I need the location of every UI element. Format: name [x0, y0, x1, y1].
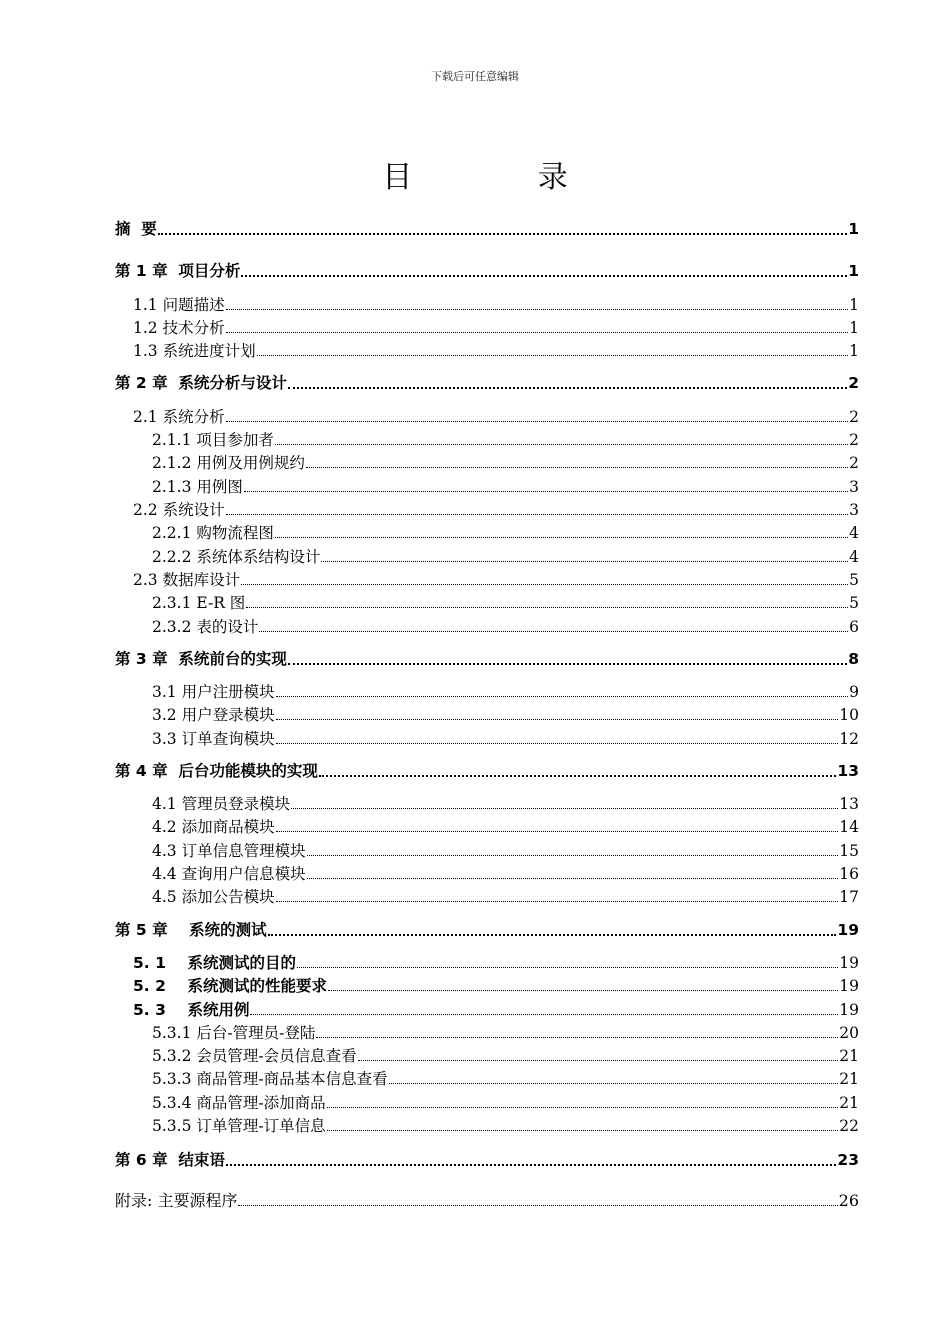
toc-entry-title: 2.2.1 购物流程图 — [152, 524, 274, 542]
toc-entry[interactable] — [152, 816, 859, 838]
toc-page-number: 8 — [848, 650, 859, 668]
toc-entry[interactable] — [152, 1115, 859, 1137]
toc-page-number: 19 — [837, 921, 859, 939]
toc-entry[interactable] — [133, 975, 859, 997]
toc-entry-title: 1.2 技术分析 — [133, 319, 225, 337]
toc-entry[interactable] — [133, 340, 859, 362]
toc-entry-title: 4.2 添加商品模块 — [152, 818, 275, 836]
toc-page-number: 21 — [839, 1070, 859, 1088]
toc-page-number: 12 — [839, 730, 859, 748]
toc-page-number: 4 — [849, 524, 859, 542]
toc-entry-title: 5. 2 系统测试的性能要求 — [133, 977, 327, 995]
toc-dot-leader — [276, 816, 839, 832]
toc-dot-leader — [321, 546, 848, 562]
toc-page-number: 5 — [849, 594, 859, 612]
toc-entry[interactable] — [115, 1190, 859, 1212]
toc-entry[interactable] — [152, 793, 859, 815]
toc-page-number: 15 — [839, 842, 859, 860]
toc-entry-title: 2.3.1 E-R 图 — [152, 594, 246, 612]
toc-page-number: 21 — [839, 1094, 859, 1112]
toc-entry-title: 2.1.2 用例及用例规约 — [152, 454, 305, 472]
toc-entry[interactable] — [133, 999, 859, 1021]
toc-entry-title: 3.2 用户登录模块 — [152, 706, 275, 724]
toc-entry-title: 5.3.4 商品管理-添加商品 — [152, 1094, 326, 1112]
toc-dot-leader — [276, 886, 839, 902]
toc-entry-title: 2.3 数据库设计 — [133, 571, 241, 589]
toc-entry[interactable] — [133, 317, 859, 339]
toc-page-number: 22 — [839, 1117, 859, 1135]
toc-entry[interactable] — [115, 1149, 859, 1171]
toc-entry[interactable] — [133, 952, 859, 974]
toc-entry-title: 3.3 订单查询模块 — [152, 730, 275, 748]
toc-dot-leader — [241, 260, 847, 277]
toc-entry[interactable] — [152, 728, 859, 750]
toc-entry-title: 2.2 系统设计 — [133, 501, 225, 519]
toc-entry[interactable] — [152, 840, 859, 862]
toc-entry[interactable] — [152, 476, 859, 498]
toc-entry-title: 第 4 章 后台功能模块的实现 — [115, 762, 318, 780]
toc-dot-leader — [389, 1068, 839, 1084]
toc-page-number: 2 — [849, 408, 859, 426]
toc-entry[interactable] — [152, 429, 859, 451]
toc-entry[interactable] — [115, 919, 859, 941]
toc-entry[interactable] — [115, 760, 859, 782]
toc-page-number: 2 — [848, 374, 859, 392]
toc-page-number: 2 — [849, 431, 859, 449]
toc-entry-title: 5.3.2 会员管理-会员信息查看 — [152, 1047, 357, 1065]
toc-entry[interactable] — [133, 569, 859, 591]
toc-dot-leader — [275, 429, 848, 445]
toc-dot-leader — [276, 704, 839, 720]
toc-dot-leader — [226, 1149, 837, 1166]
toc-dot-leader — [288, 648, 847, 665]
toc-dot-leader — [288, 372, 847, 389]
toc-entry-title: 第 2 章 系统分析与设计 — [115, 374, 287, 392]
toc-page-number: 14 — [839, 818, 859, 836]
toc-page-number: 5 — [849, 571, 859, 589]
toc-entry-title: 2.1 系统分析 — [133, 408, 225, 426]
toc-page-number: 1 — [848, 220, 859, 238]
toc-entry[interactable] — [152, 616, 859, 638]
toc-entry-title: 第 5 章 系统的测试 — [115, 921, 267, 939]
toc-entry-title: 3.1 用户注册模块 — [152, 683, 275, 701]
toc-page-number: 6 — [849, 618, 859, 636]
toc-dot-leader — [328, 975, 838, 991]
toc-entry[interactable] — [152, 546, 859, 568]
toc-entry-title: 4.4 查询用户信息模块 — [152, 865, 306, 883]
toc-page-number: 4 — [849, 548, 859, 566]
toc-entry-title: 5.3.1 后台-管理员-登陆 — [152, 1024, 316, 1042]
toc-entry[interactable] — [152, 1022, 859, 1044]
toc-dot-leader — [226, 406, 849, 422]
toc-page-number: 3 — [849, 501, 859, 519]
toc-entry[interactable] — [152, 863, 859, 885]
page-header: 下载后可任意编辑 — [431, 70, 519, 83]
toc-entry[interactable] — [133, 499, 859, 521]
toc-page-number: 1 — [848, 262, 859, 280]
toc-entry[interactable] — [115, 372, 859, 394]
toc-dot-leader — [275, 522, 848, 538]
page-title: 目 录 — [382, 160, 626, 195]
toc-dot-leader — [327, 1092, 839, 1108]
toc-page-number: 20 — [839, 1024, 859, 1042]
toc-dot-leader — [307, 840, 839, 856]
toc-page-number: 19 — [839, 977, 859, 995]
toc-dot-leader — [291, 793, 838, 809]
toc-entry[interactable] — [152, 886, 859, 908]
toc-entry-title: 2.1.3 用例图 — [152, 478, 243, 496]
toc-dot-leader — [238, 1190, 837, 1206]
toc-dot-leader — [327, 1115, 839, 1131]
toc-dot-leader — [358, 1045, 839, 1061]
toc-dot-leader — [226, 317, 849, 333]
toc-dot-leader — [306, 452, 848, 468]
toc-entry-title: 附录: 主要源程序 — [115, 1191, 238, 1210]
toc-page-number: 1 — [849, 296, 859, 314]
toc-entry[interactable] — [152, 1068, 859, 1090]
toc-entry[interactable] — [152, 522, 859, 544]
toc-page-number: 1 — [849, 342, 859, 360]
toc-dot-leader — [246, 592, 848, 608]
toc-page-number: 13 — [837, 762, 859, 780]
toc-entry-title: 第 3 章 系统前台的实现 — [115, 650, 287, 668]
toc-dot-leader — [244, 476, 848, 492]
toc-dot-leader — [319, 760, 837, 777]
toc-entry[interactable] — [152, 592, 859, 614]
toc-entry-title: 5. 1 系统测试的目的 — [133, 954, 296, 972]
toc-page-number: 21 — [839, 1047, 859, 1065]
toc-page-number: 9 — [849, 683, 859, 701]
toc-page-number: 26 — [838, 1191, 859, 1210]
toc-entry-title: 4.1 管理员登录模块 — [152, 795, 291, 813]
toc-entry-title: 摘 要 — [115, 220, 157, 238]
toc-entry-title: 4.5 添加公告模块 — [152, 888, 275, 906]
toc-entry-title: 4.3 订单信息管理模块 — [152, 842, 306, 860]
toc-page-number: 10 — [839, 706, 859, 724]
toc-dot-leader — [316, 1022, 838, 1038]
toc-dot-leader — [259, 616, 848, 632]
toc-dot-leader — [158, 218, 847, 235]
toc-dot-leader — [297, 952, 838, 968]
toc-entry[interactable] — [152, 1092, 859, 1114]
toc-entry[interactable] — [133, 406, 859, 428]
toc-page-number: 19 — [839, 954, 859, 972]
toc-dot-leader — [257, 340, 849, 356]
toc-dot-leader — [268, 919, 837, 936]
toc-entry-title: 第 6 章 结束语 — [115, 1151, 225, 1169]
toc-entry-title: 1.3 系统进度计划 — [133, 342, 256, 360]
toc-entry-title: 2.3.2 表的设计 — [152, 618, 259, 636]
toc-dot-leader — [241, 569, 848, 585]
table-of-contents — [115, 0, 861, 1344]
toc-entry[interactable] — [152, 452, 859, 474]
toc-page-number: 2 — [849, 454, 859, 472]
toc-dot-leader — [276, 728, 839, 744]
toc-entry-title: 5. 3 系统用例 — [133, 1001, 250, 1019]
toc-entry[interactable] — [115, 648, 859, 670]
toc-page-number: 16 — [839, 865, 859, 883]
toc-entry[interactable] — [152, 1045, 859, 1067]
toc-entry-title: 5.3.5 订单管理-订单信息 — [152, 1117, 326, 1135]
toc-dot-leader — [226, 294, 849, 310]
toc-dot-leader — [226, 499, 849, 515]
toc-page-number: 3 — [849, 478, 859, 496]
toc-dot-leader — [250, 999, 838, 1015]
toc-entry-title: 5.3.3 商品管理-商品基本信息查看 — [152, 1070, 388, 1088]
toc-dot-leader — [276, 681, 849, 697]
toc-page-number: 17 — [839, 888, 859, 906]
toc-entry[interactable] — [115, 260, 859, 282]
toc-entry[interactable] — [152, 681, 859, 703]
toc-entry-title: 2.2.2 系统体系结构设计 — [152, 548, 321, 566]
toc-page-number: 23 — [837, 1151, 859, 1169]
toc-entry[interactable] — [115, 218, 859, 240]
toc-page-number: 1 — [849, 319, 859, 337]
toc-entry[interactable] — [152, 704, 859, 726]
toc-dot-leader — [307, 863, 839, 879]
toc-page-number: 19 — [839, 1001, 859, 1019]
toc-entry-title: 1.1 问题描述 — [133, 296, 225, 314]
toc-page-number: 13 — [839, 795, 859, 813]
toc-entry[interactable] — [133, 294, 859, 316]
toc-entry-title: 2.1.1 项目参加者 — [152, 431, 274, 449]
toc-entry-title: 第 1 章 项目分析 — [115, 262, 241, 280]
